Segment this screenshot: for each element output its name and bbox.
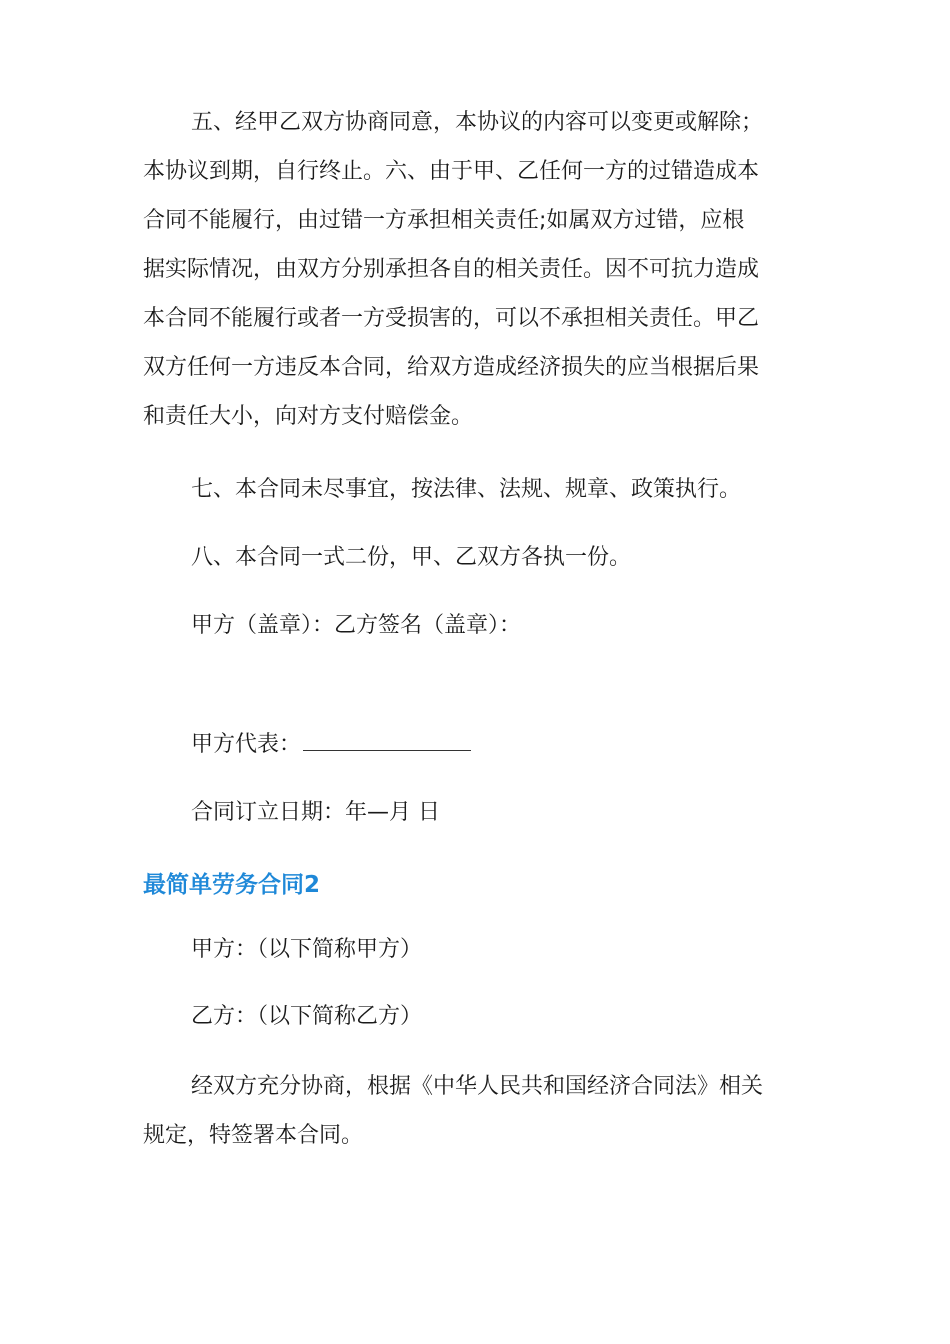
representative-line bbox=[191, 729, 471, 761]
representative-blank bbox=[303, 730, 471, 751]
clause-5-paragraph bbox=[143, 98, 823, 441]
clause-5-line: 和责任大小，向对方支付赔偿金。 bbox=[143, 404, 474, 429]
clause-5-line: 双方任何一方违反本合同，给双方造成经济损失的应当根据后果 bbox=[143, 355, 760, 380]
clause-5-line: 五、经甲乙双方协商同意，本协议的内容可以变更或解除； bbox=[191, 110, 764, 135]
clause-5-line: 合同不能履行，由过错一方承担相关责任;如属双方过错，应根 bbox=[143, 208, 745, 233]
representative-label: 甲方代表： bbox=[191, 732, 302, 757]
section-2-heading: 最简单劳务合同2 bbox=[143, 872, 321, 898]
intro-line: 规定，特签署本合同。 bbox=[143, 1123, 364, 1148]
signature-line: 甲方（盖章）：乙方签名（盖章）： bbox=[191, 613, 522, 638]
clause-5-line: 据实际情况，由双方分别承担各自的相关责任。因不可抗力造成 bbox=[143, 257, 760, 282]
party-a-line: 甲方：（以下简称甲方） bbox=[191, 937, 423, 962]
clause-5-line: 本协议到期，自行终止。六、由于甲、乙任何一方的过错造成本 bbox=[143, 159, 760, 184]
section-2-intro-paragraph bbox=[143, 1062, 823, 1160]
intro-line: 经双方充分协商，根据《中华人民共和国经济合同法》相关 bbox=[191, 1074, 764, 1099]
clause-7: 七、本合同未尽事宜，按法律、法规、规章、政策执行。 bbox=[191, 477, 742, 502]
clause-5-line: 本合同不能履行或者一方受损害的，可以不承担相关责任。甲乙 bbox=[143, 306, 760, 331]
contract-date-line: 合同订立日期：年—月 日 bbox=[191, 800, 440, 825]
party-b-line: 乙方：（以下简称乙方） bbox=[191, 1004, 423, 1029]
clause-8: 八、本合同一式二份，甲、乙双方各执一份。 bbox=[191, 545, 632, 570]
